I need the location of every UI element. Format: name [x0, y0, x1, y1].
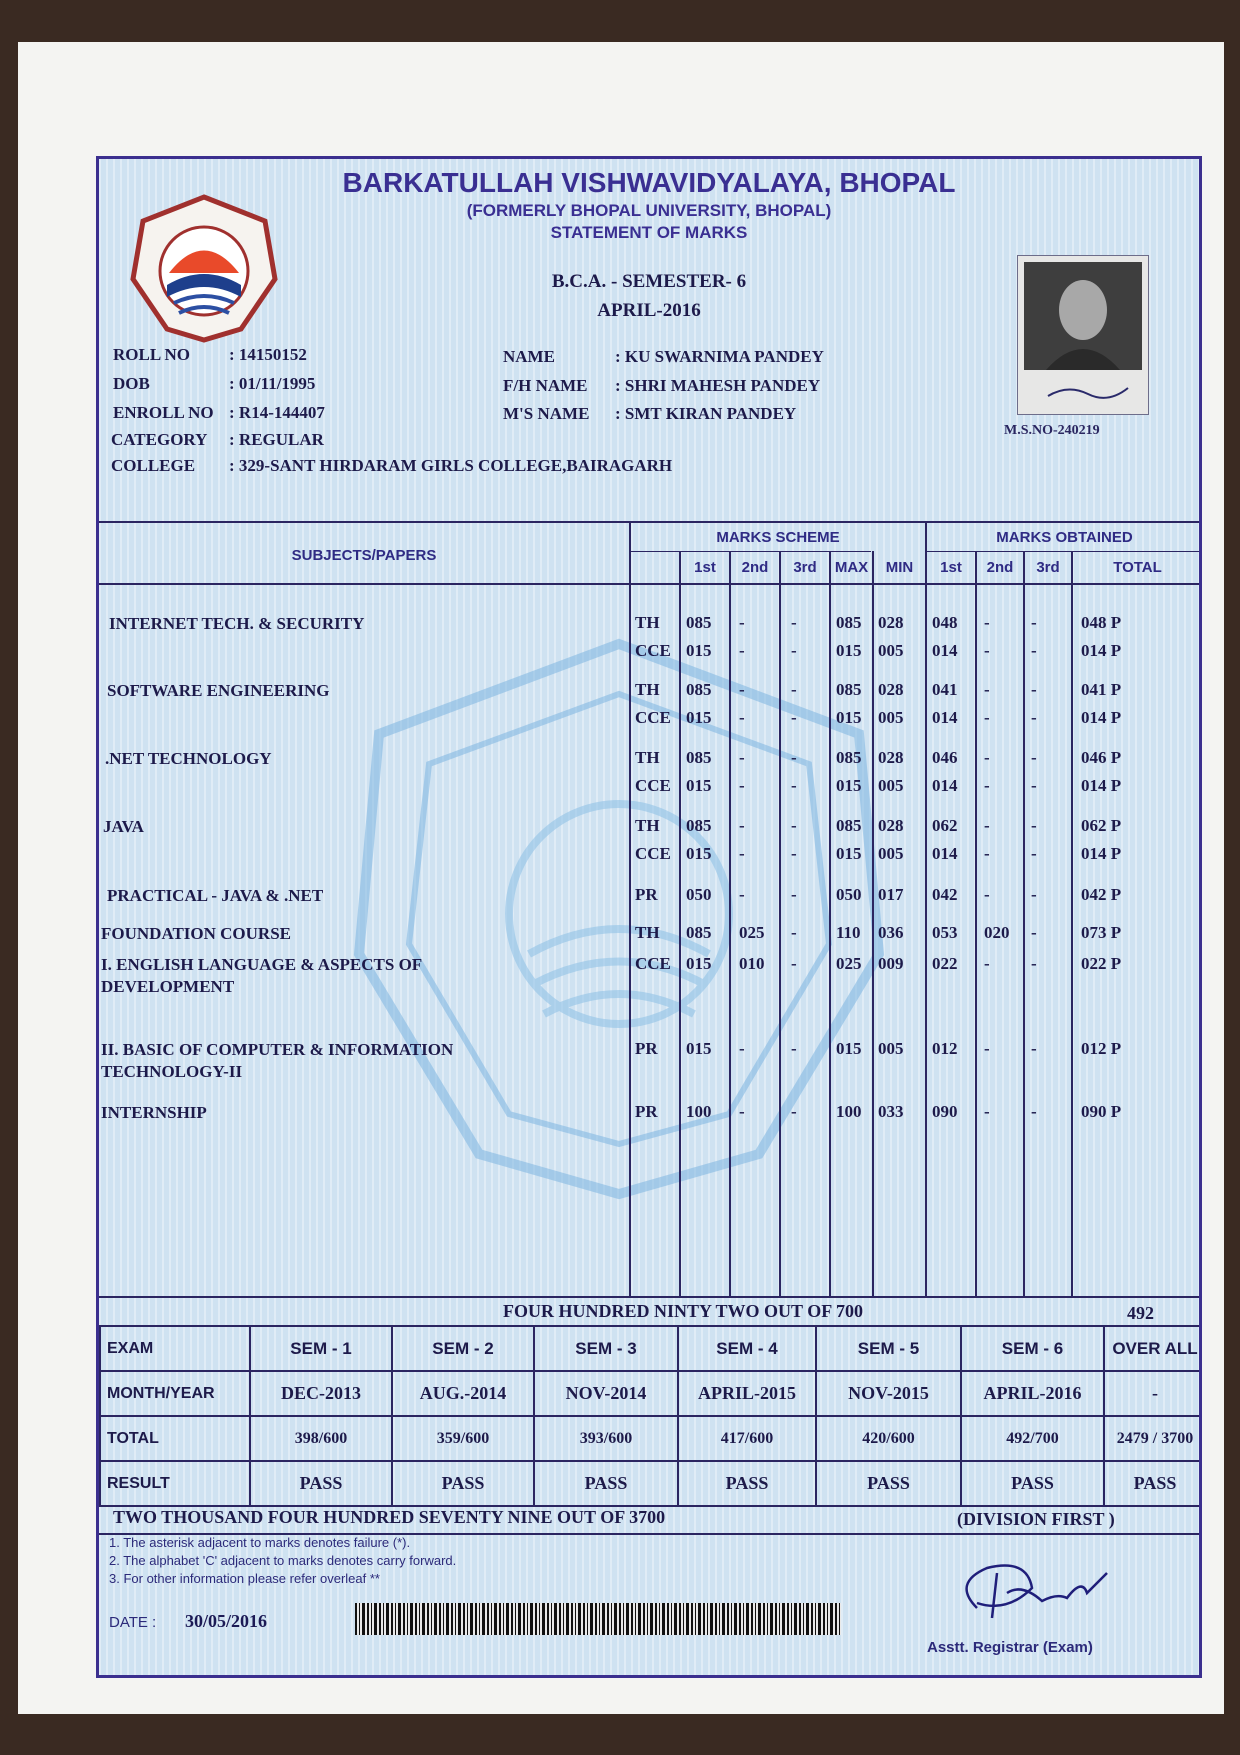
obtained-total: 014 P	[1081, 776, 1122, 795]
scheme-col-3rd: 3rd	[793, 559, 817, 576]
obtained-1st: 014	[932, 708, 958, 727]
table-row	[100, 1461, 1202, 1506]
obtained-total: 090 P	[1081, 1102, 1122, 1121]
scheme-min: 005	[878, 1039, 904, 1058]
scheme-col-1st: 1st	[694, 559, 716, 576]
obtained-2nd: -	[984, 816, 990, 835]
scheme-max: 085	[836, 816, 862, 835]
note-line: 1. The asterisk adjacent to marks denotes failure (*).	[109, 1535, 411, 1550]
date-value: 30/05/2016	[185, 1611, 268, 1631]
paper-type: TH	[635, 923, 660, 942]
total-sem6: 492/700	[961, 1416, 1104, 1461]
scheme-2nd: -	[739, 1102, 745, 1121]
subject-title: SOFTWARE ENGINEERING	[107, 681, 330, 700]
table-header-border	[99, 583, 1199, 585]
barcode-icon	[355, 1603, 841, 1635]
scheme-3rd: -	[791, 816, 797, 835]
scheme-1st: 100	[686, 1102, 712, 1121]
scheme-2nd: -	[739, 776, 745, 795]
table-row	[100, 1326, 1202, 1371]
obtained-3rd: -	[1031, 613, 1037, 632]
scheme-min: 005	[878, 844, 904, 863]
scheme-3rd: -	[791, 923, 797, 942]
obtained-total: 022 P	[1081, 954, 1122, 973]
scheme-min: 017	[878, 885, 904, 904]
subject-title: INTERNSHIP	[101, 1103, 207, 1122]
scheme-max: 015	[836, 641, 862, 660]
obtained-2nd: -	[984, 954, 990, 973]
category-value: : REGULAR	[229, 430, 324, 449]
obtained-2nd: 020	[984, 923, 1010, 942]
subjects-header: SUBJECTS/PAPERS	[291, 547, 437, 564]
obtained-1st: 090	[932, 1102, 958, 1121]
exam-session: APRIL-2016	[597, 300, 701, 321]
scheme-2nd: 010	[739, 954, 765, 973]
obtained-1st: 014	[932, 641, 958, 660]
summary-label-exam: EXAM	[100, 1326, 250, 1371]
scheme-max: 015	[836, 844, 862, 863]
subject-title: PRACTICAL - JAVA & .NET	[107, 886, 324, 905]
paper-type: TH	[635, 748, 660, 767]
name-label: NAME	[503, 347, 555, 366]
obtained-1st: 046	[932, 748, 958, 767]
obtained-total: 014 P	[1081, 708, 1122, 727]
note-line: 2. The alphabet 'C' adjacent to marks denotes carry forward.	[109, 1553, 457, 1568]
obtained-2nd: -	[984, 1102, 990, 1121]
scheme-1st: 085	[686, 816, 712, 835]
scheme-2nd: -	[739, 844, 745, 863]
watermark-seal-icon	[339, 624, 899, 1204]
scheme-3rd: -	[791, 1039, 797, 1058]
obtained-2nd: -	[984, 708, 990, 727]
total-sem5: 420/600	[816, 1416, 961, 1461]
scheme-min: 005	[878, 776, 904, 795]
obtained-1st: 048	[932, 613, 958, 632]
paper-type: TH	[635, 613, 660, 632]
obtained-total: 041 P	[1081, 680, 1122, 699]
month-sem4: APRIL-2015	[678, 1371, 816, 1416]
college-label: COLLEGE	[111, 456, 196, 475]
scheme-1st: 085	[686, 748, 712, 767]
paper-type: CCE	[635, 954, 671, 973]
scheme-3rd: -	[791, 954, 797, 973]
dob-value: : 01/11/1995	[229, 374, 316, 393]
obtained-1st: 014	[932, 844, 958, 863]
scheme-2nd: -	[739, 613, 745, 632]
obtained-sub-border	[927, 551, 1202, 552]
scheme-max: 015	[836, 1039, 862, 1058]
obtained-2nd: -	[984, 680, 990, 699]
obtained-1st: 012	[932, 1039, 958, 1058]
scheme-max: 110	[836, 923, 861, 942]
month-sem6: APRIL-2016	[961, 1371, 1104, 1416]
enroll-label: ENROLL NO	[113, 403, 214, 422]
obtained-2nd: -	[984, 844, 990, 863]
obtained-total: 012 P	[1081, 1039, 1122, 1058]
scheme-1st: 085	[686, 680, 712, 699]
result-sem1: PASS	[250, 1461, 392, 1506]
paper-type: CCE	[635, 708, 671, 727]
ms-value: : SMT KIRAN PANDEY	[615, 404, 797, 423]
obtained-3rd: -	[1031, 1039, 1037, 1058]
scheme-max: 015	[836, 776, 862, 795]
scheme-max: 085	[836, 748, 862, 767]
obtained-total: 042 P	[1081, 885, 1122, 904]
scheme-1st: 050	[686, 885, 712, 904]
scheme-2nd: -	[739, 641, 745, 660]
scheme-2nd: -	[739, 708, 745, 727]
scheme-3rd: -	[791, 613, 797, 632]
scheme-min: 028	[878, 680, 904, 699]
scheme-2nd: 025	[739, 923, 765, 942]
ms-number: M.S.NO-240219	[1004, 423, 1100, 438]
obtained-total: 046 P	[1081, 748, 1122, 767]
subject-title: FOUNDATION COURSE	[101, 924, 292, 943]
obtained-2nd: -	[984, 776, 990, 795]
roll-label: ROLL NO	[113, 345, 190, 364]
obtained-col-total: TOTAL	[1113, 559, 1162, 576]
scheme-3rd: -	[791, 885, 797, 904]
enroll-value: : R14-144407	[229, 403, 325, 422]
paper-type: CCE	[635, 844, 671, 863]
table-row	[100, 1416, 1202, 1461]
obtained-total: 073 P	[1081, 923, 1122, 942]
scheme-1st: 015	[686, 708, 712, 727]
university-name: BARKATULLAH VISHWAVIDYALAYA, BHOPAL	[342, 167, 956, 198]
category-label: CATEGORY	[111, 430, 208, 449]
scheme-sub-border	[631, 551, 871, 552]
scheme-1st: 015	[686, 641, 712, 660]
exam-sem6: SEM - 6	[961, 1326, 1104, 1371]
scheme-1st: 015	[686, 954, 712, 973]
subject-title: I. ENGLISH LANGUAGE & ASPECTS OF DEVELOPMENT	[101, 955, 422, 996]
scheme-3rd: -	[791, 641, 797, 660]
obtained-2nd: -	[984, 885, 990, 904]
obtained-3rd: -	[1031, 748, 1037, 767]
marks-obtained-header: MARKS OBTAINED	[996, 529, 1133, 546]
obtained-total: 014 P	[1081, 641, 1122, 660]
scheme-min: 009	[878, 954, 904, 973]
obtained-total: 014 P	[1081, 844, 1122, 863]
total-sem2: 359/600	[392, 1416, 534, 1461]
student-photo	[1017, 255, 1149, 415]
obtained-3rd: -	[1031, 816, 1037, 835]
scheme-min: 005	[878, 641, 904, 660]
obtained-1st: 062	[932, 816, 958, 835]
scheme-min: 028	[878, 816, 904, 835]
fh-value: : SHRI MAHESH PANDEY	[615, 376, 821, 395]
paper-type: PR	[635, 1039, 658, 1058]
obtained-1st: 053	[932, 923, 958, 942]
obtained-3rd: -	[1031, 954, 1037, 973]
paper-type: CCE	[635, 641, 671, 660]
total-sem4: 417/600	[678, 1416, 816, 1461]
student-photo-image	[1018, 256, 1148, 414]
obtained-1st: 014	[932, 776, 958, 795]
scheme-3rd: -	[791, 844, 797, 863]
month-sem2: AUG.-2014	[392, 1371, 534, 1416]
exam-sem3: SEM - 3	[534, 1326, 678, 1371]
fh-label: F/H NAME	[503, 376, 588, 395]
summary-label-total: TOTAL	[100, 1416, 250, 1461]
scheme-col-max: MAX	[834, 559, 869, 576]
subject-title: .NET TECHNOLOGY	[105, 749, 272, 768]
obtained-2nd: -	[984, 748, 990, 767]
scheme-max: 085	[836, 613, 862, 632]
result-sem3: PASS	[534, 1461, 678, 1506]
exam-sem5: SEM - 5	[816, 1326, 961, 1371]
table-row	[100, 1371, 1202, 1416]
paper-type: PR	[635, 1102, 658, 1121]
obtained-3rd: -	[1031, 1102, 1037, 1121]
month-sem1: DEC-2013	[250, 1371, 392, 1416]
document-type: STATEMENT OF MARKS	[550, 223, 748, 242]
obtained-1st: 022	[932, 954, 958, 973]
scheme-max: 085	[836, 680, 862, 699]
obtained-2nd: -	[984, 613, 990, 632]
subject-title: JAVA	[103, 817, 144, 836]
scheme-1st: 085	[686, 613, 712, 632]
exam-overall: OVER ALL	[1104, 1326, 1202, 1371]
scheme-col-2nd: 2nd	[741, 559, 769, 576]
obtained-2nd: -	[984, 641, 990, 660]
scheme-3rd: -	[791, 748, 797, 767]
course-title: B.C.A. - SEMESTER- 6	[551, 271, 747, 292]
result-sem6: PASS	[961, 1461, 1104, 1506]
paper-type: PR	[635, 885, 658, 904]
scheme-max: 050	[836, 885, 862, 904]
obtained-3rd: -	[1031, 885, 1037, 904]
scheme-2nd: -	[739, 885, 745, 904]
obtained-3rd: -	[1031, 776, 1037, 795]
exam-sem2: SEM - 2	[392, 1326, 534, 1371]
exam-sem4: SEM - 4	[678, 1326, 816, 1371]
total-in-words: FOUR HUNDRED NINTY TWO OUT OF 700	[503, 1301, 864, 1321]
scheme-max: 100	[836, 1102, 862, 1121]
scheme-2nd: -	[739, 1039, 745, 1058]
grand-total-in-words: TWO THOUSAND FOUR HUNDRED SEVENTY NINE OUT OF 3700	[113, 1507, 666, 1527]
scheme-2nd: -	[739, 816, 745, 835]
scheme-1st: 015	[686, 776, 712, 795]
marksheet	[96, 156, 1202, 1678]
obtained-3rd: -	[1031, 923, 1037, 942]
name-value: : KU SWARNIMA PANDEY	[615, 347, 824, 366]
scheme-3rd: -	[791, 776, 797, 795]
obtained-total: 062 P	[1081, 816, 1122, 835]
college-value: : 329-SANT HIRDARAM GIRLS COLLEGE,BAIRAGARH	[229, 456, 673, 475]
result-sem2: PASS	[392, 1461, 534, 1506]
obtained-col-2nd: 2nd	[986, 559, 1014, 576]
division: (DIVISION FIRST )	[957, 1509, 1115, 1529]
scheme-min: 036	[878, 923, 904, 942]
obtained-1st: 041	[932, 680, 958, 699]
result-overall: PASS	[1104, 1461, 1202, 1506]
paper-type: TH	[635, 816, 660, 835]
table-top-border	[99, 521, 1199, 523]
obtained-2nd: -	[984, 1039, 990, 1058]
obtained-total: 048 P	[1081, 613, 1122, 632]
dob-label: DOB	[113, 374, 150, 393]
obtained-3rd: -	[1031, 708, 1037, 727]
scheme-3rd: -	[791, 1102, 797, 1121]
roll-value: : 14150152	[229, 345, 307, 364]
obtained-col-3rd: 3rd	[1036, 559, 1060, 576]
scheme-min: 005	[878, 708, 904, 727]
month-overall: -	[1104, 1371, 1202, 1416]
month-sem3: NOV-2014	[534, 1371, 678, 1416]
date-label: DATE :	[109, 1614, 157, 1631]
exam-sem1: SEM - 1	[250, 1326, 392, 1371]
scheme-1st: 015	[686, 1039, 712, 1058]
registrar-title: Asstt. Registrar (Exam)	[927, 1639, 1093, 1656]
scheme-1st: 015	[686, 844, 712, 863]
semester-summary-table	[99, 1325, 1202, 1507]
obtained-1st: 042	[932, 885, 958, 904]
scheme-2nd: -	[739, 748, 745, 767]
scheme-max: 015	[836, 708, 862, 727]
paper	[18, 42, 1224, 1714]
scheme-min: 028	[878, 613, 904, 632]
result-sem4: PASS	[678, 1461, 816, 1506]
scheme-min: 028	[878, 748, 904, 767]
total-overall: 2479 / 3700	[1104, 1416, 1202, 1461]
scheme-col-min: MIN	[885, 559, 914, 576]
paper-type: TH	[635, 680, 660, 699]
scheme-3rd: -	[791, 680, 797, 699]
note-line: 3. For other information please refer overleaf **	[109, 1571, 380, 1586]
formerly-name: (FORMERLY BHOPAL UNIVERSITY, BHOPAL)	[466, 201, 832, 220]
ms-label: M'S NAME	[503, 404, 590, 423]
obtained-3rd: -	[1031, 680, 1037, 699]
total-sem3: 393/600	[534, 1416, 678, 1461]
result-sem5: PASS	[816, 1461, 961, 1506]
signature-icon	[947, 1553, 1117, 1633]
marks-scheme-header: MARKS SCHEME	[716, 529, 840, 546]
month-sem5: NOV-2015	[816, 1371, 961, 1416]
total-number: 492	[1127, 1303, 1154, 1323]
obtained-col-1st: 1st	[940, 559, 962, 576]
scheme-1st: 085	[686, 923, 712, 942]
obtained-3rd: -	[1031, 844, 1037, 863]
paper-type: CCE	[635, 776, 671, 795]
subject-title: II. BASIC OF COMPUTER & INFORMATION TECHNOLOGY-II	[101, 1040, 454, 1081]
summary-label-month: MONTH/YEAR	[100, 1371, 250, 1416]
subject-title: INTERNET TECH. & SECURITY	[109, 614, 365, 633]
total-sem1: 398/600	[250, 1416, 392, 1461]
scheme-min: 033	[878, 1102, 904, 1121]
table-bottom-border	[99, 1296, 1199, 1298]
scheme-3rd: -	[791, 708, 797, 727]
obtained-3rd: -	[1031, 641, 1037, 660]
scheme-max: 025	[836, 954, 862, 973]
scheme-2nd: -	[739, 680, 745, 699]
summary-label-result: RESULT	[100, 1461, 250, 1506]
